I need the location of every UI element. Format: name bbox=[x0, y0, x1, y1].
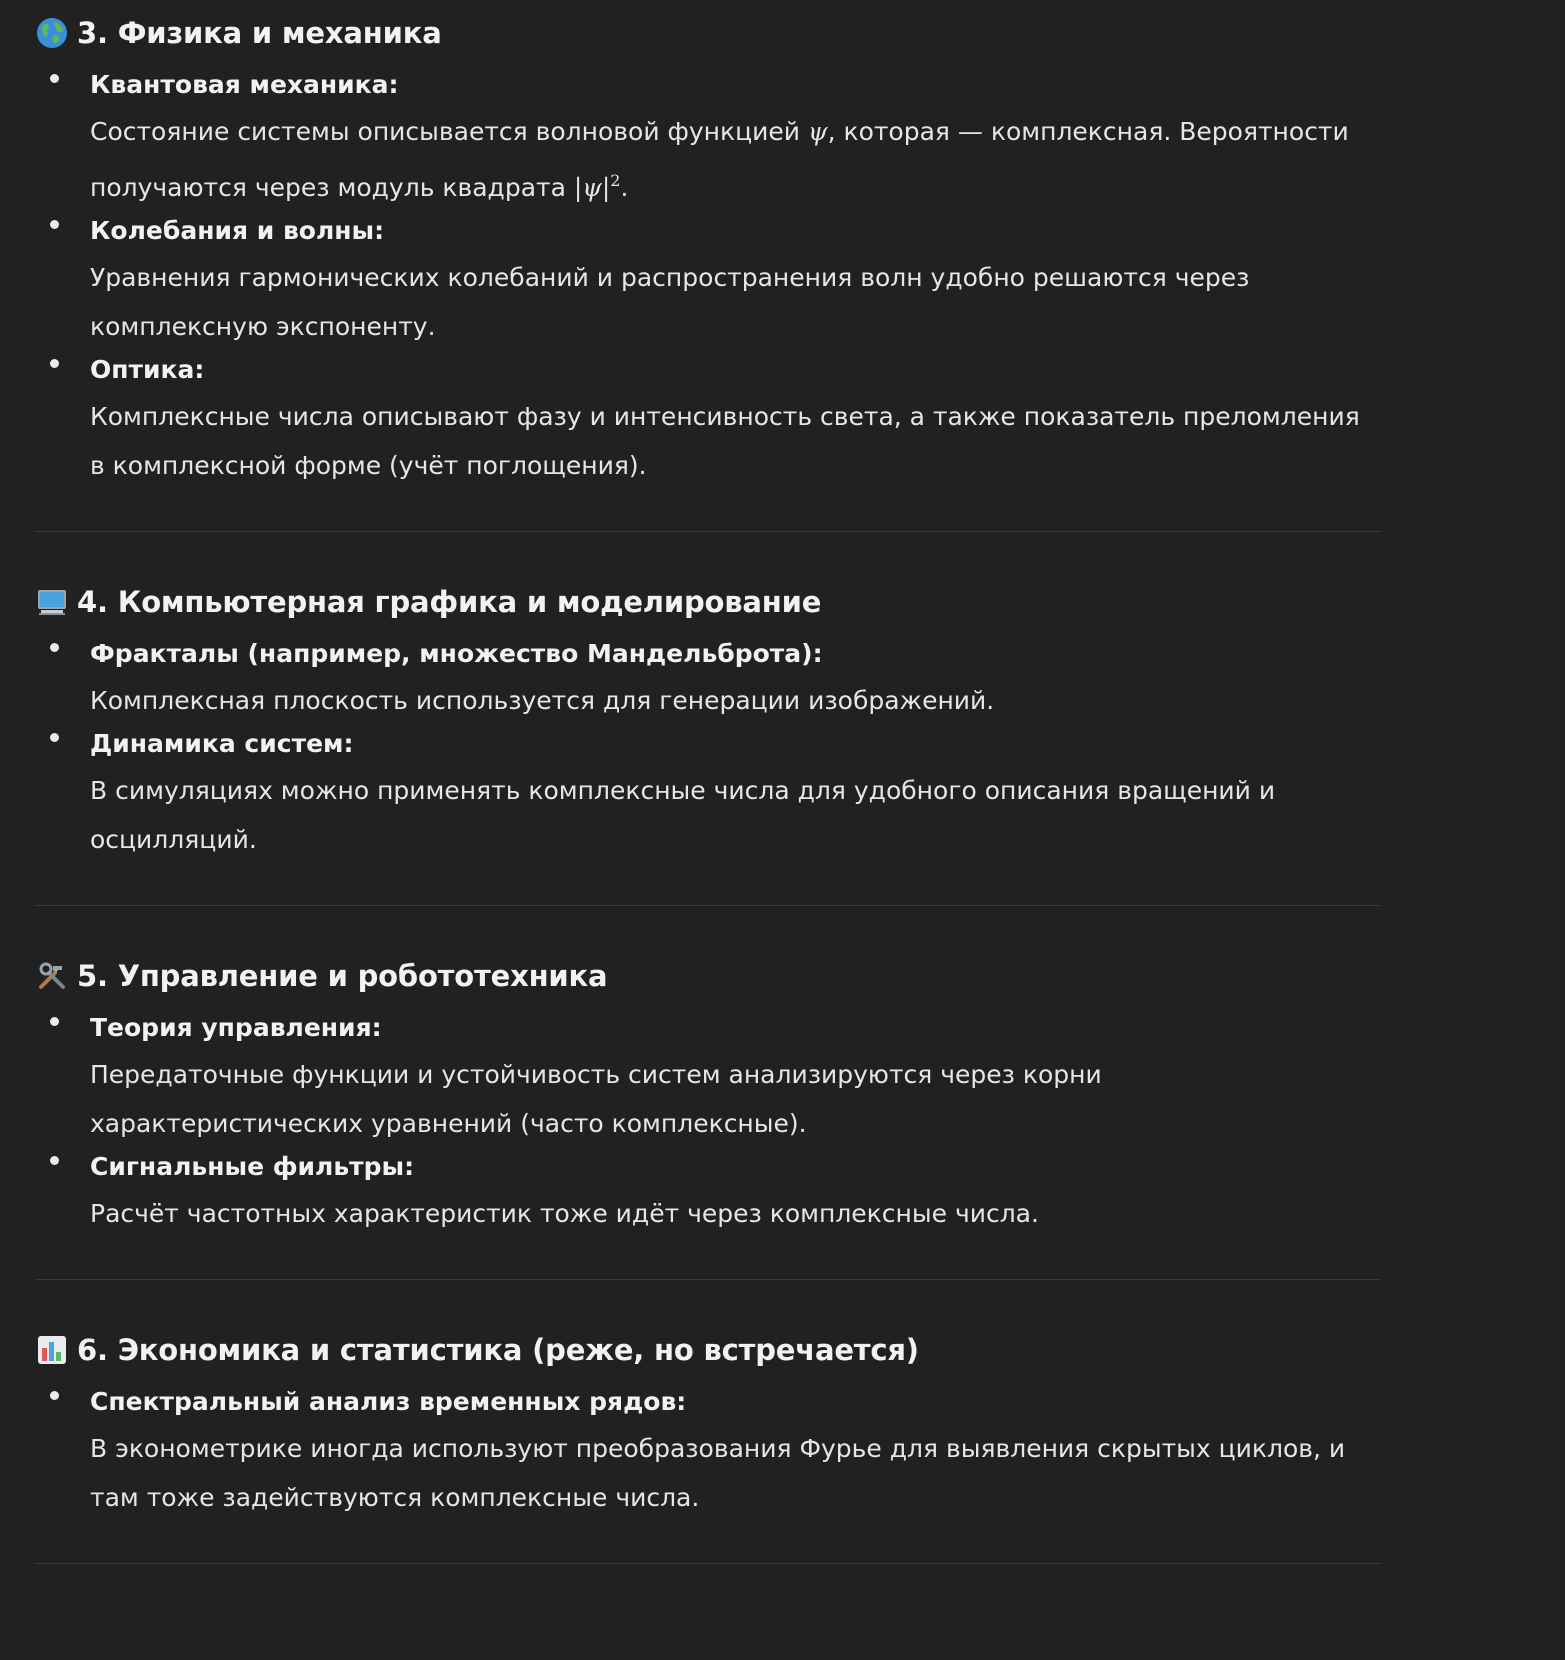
item-label: Фракталы (например, множество Мандельброта): bbox=[90, 639, 823, 668]
math-exponent: 2 bbox=[610, 171, 621, 190]
item-label: Динамика систем: bbox=[90, 729, 354, 758]
item-description: В эконометрике иногда используют преобразования Фурье для выявления скрытых циклов, и там тоже задействуются комплексные числа. bbox=[90, 1434, 1346, 1512]
list-item bbox=[35, 60, 1380, 212]
item-description: Расчёт частотных характеристик тоже идёт через комплексные числа. bbox=[90, 1199, 1039, 1228]
section-divider bbox=[35, 531, 1380, 532]
item-description: Передаточные функции и устойчивость систем анализируются через корни характеристических уравнений (часто комплексные). bbox=[90, 1060, 1102, 1138]
list-item bbox=[35, 206, 1380, 351]
item-label: Спектральный анализ временных рядов: bbox=[90, 1387, 687, 1416]
list-item bbox=[35, 719, 1380, 864]
item-label: Квантовая механика: bbox=[90, 70, 399, 99]
list-item bbox=[35, 629, 1380, 725]
bullet-icon bbox=[50, 220, 59, 229]
bullet-icon bbox=[50, 733, 59, 742]
bullet-list bbox=[35, 629, 1380, 864]
section-heading bbox=[35, 583, 1380, 621]
bullet-icon bbox=[50, 359, 59, 368]
section-title: 5. Управление и робототехника bbox=[77, 959, 608, 993]
math-abs-psi bbox=[574, 173, 621, 202]
item-label: Оптика: bbox=[90, 355, 205, 384]
bullet-list bbox=[35, 60, 1380, 490]
list-item bbox=[35, 1142, 1380, 1238]
globe-icon bbox=[35, 16, 69, 50]
section-divider bbox=[35, 1563, 1380, 1564]
item-description: Комплексная плоскость используется для генерации изображений. bbox=[90, 686, 995, 715]
section-divider bbox=[35, 905, 1380, 906]
bullet-icon bbox=[50, 1391, 59, 1400]
list-item bbox=[35, 345, 1380, 490]
bullet-list bbox=[35, 1003, 1380, 1238]
list-item bbox=[35, 1003, 1380, 1148]
desc-text: . bbox=[620, 173, 629, 202]
section-physics bbox=[35, 14, 1380, 490]
bar-chart-icon bbox=[35, 1333, 69, 1367]
bullet-list bbox=[35, 1377, 1380, 1522]
item-description: Комплексные числа описывают фазу и интенсивность света, а также показатель преломления в комплексной форме (учёт поглощения). bbox=[90, 402, 1360, 480]
math-abs: |ψ| bbox=[573, 173, 611, 202]
section-divider bbox=[35, 1279, 1380, 1280]
item-label: Колебания и волны: bbox=[90, 216, 385, 245]
item-label: Теория управления: bbox=[90, 1013, 382, 1042]
section-heading bbox=[35, 14, 1380, 52]
math-psi: ψ bbox=[807, 117, 828, 146]
bullet-icon bbox=[50, 74, 59, 83]
section-heading bbox=[35, 1331, 1380, 1369]
bullet-icon bbox=[50, 643, 59, 652]
item-label: Сигнальные фильтры: bbox=[90, 1152, 415, 1181]
message-content bbox=[35, 0, 1380, 1564]
desc-text: , которая — комплексная. Вероятности получаются через модуль квадрата bbox=[90, 117, 1349, 202]
section-graphics bbox=[35, 583, 1380, 864]
section-economics bbox=[35, 1331, 1380, 1522]
section-robotics bbox=[35, 957, 1380, 1238]
tools-icon bbox=[35, 959, 69, 993]
section-title: 4. Компьютерная графика и моделирование bbox=[77, 585, 822, 619]
desc-text: Состояние системы описывается волновой функцией bbox=[90, 117, 808, 146]
section-title: 3. Физика и механика bbox=[77, 16, 442, 50]
bullet-icon bbox=[50, 1156, 59, 1165]
item-description: В симуляциях можно применять комплексные числа для удобного описания вращений и осцилляций. bbox=[90, 776, 1276, 854]
bullet-icon bbox=[50, 1017, 59, 1026]
section-title: 6. Экономика и статистика (реже, но встречается) bbox=[77, 1333, 919, 1367]
item-description bbox=[90, 107, 1380, 212]
item-description: Уравнения гармонических колебаний и распространения волн удобно решаются через комплексную экспоненту. bbox=[90, 263, 1250, 341]
computer-icon bbox=[35, 585, 69, 619]
section-heading bbox=[35, 957, 1380, 995]
list-item bbox=[35, 1377, 1380, 1522]
